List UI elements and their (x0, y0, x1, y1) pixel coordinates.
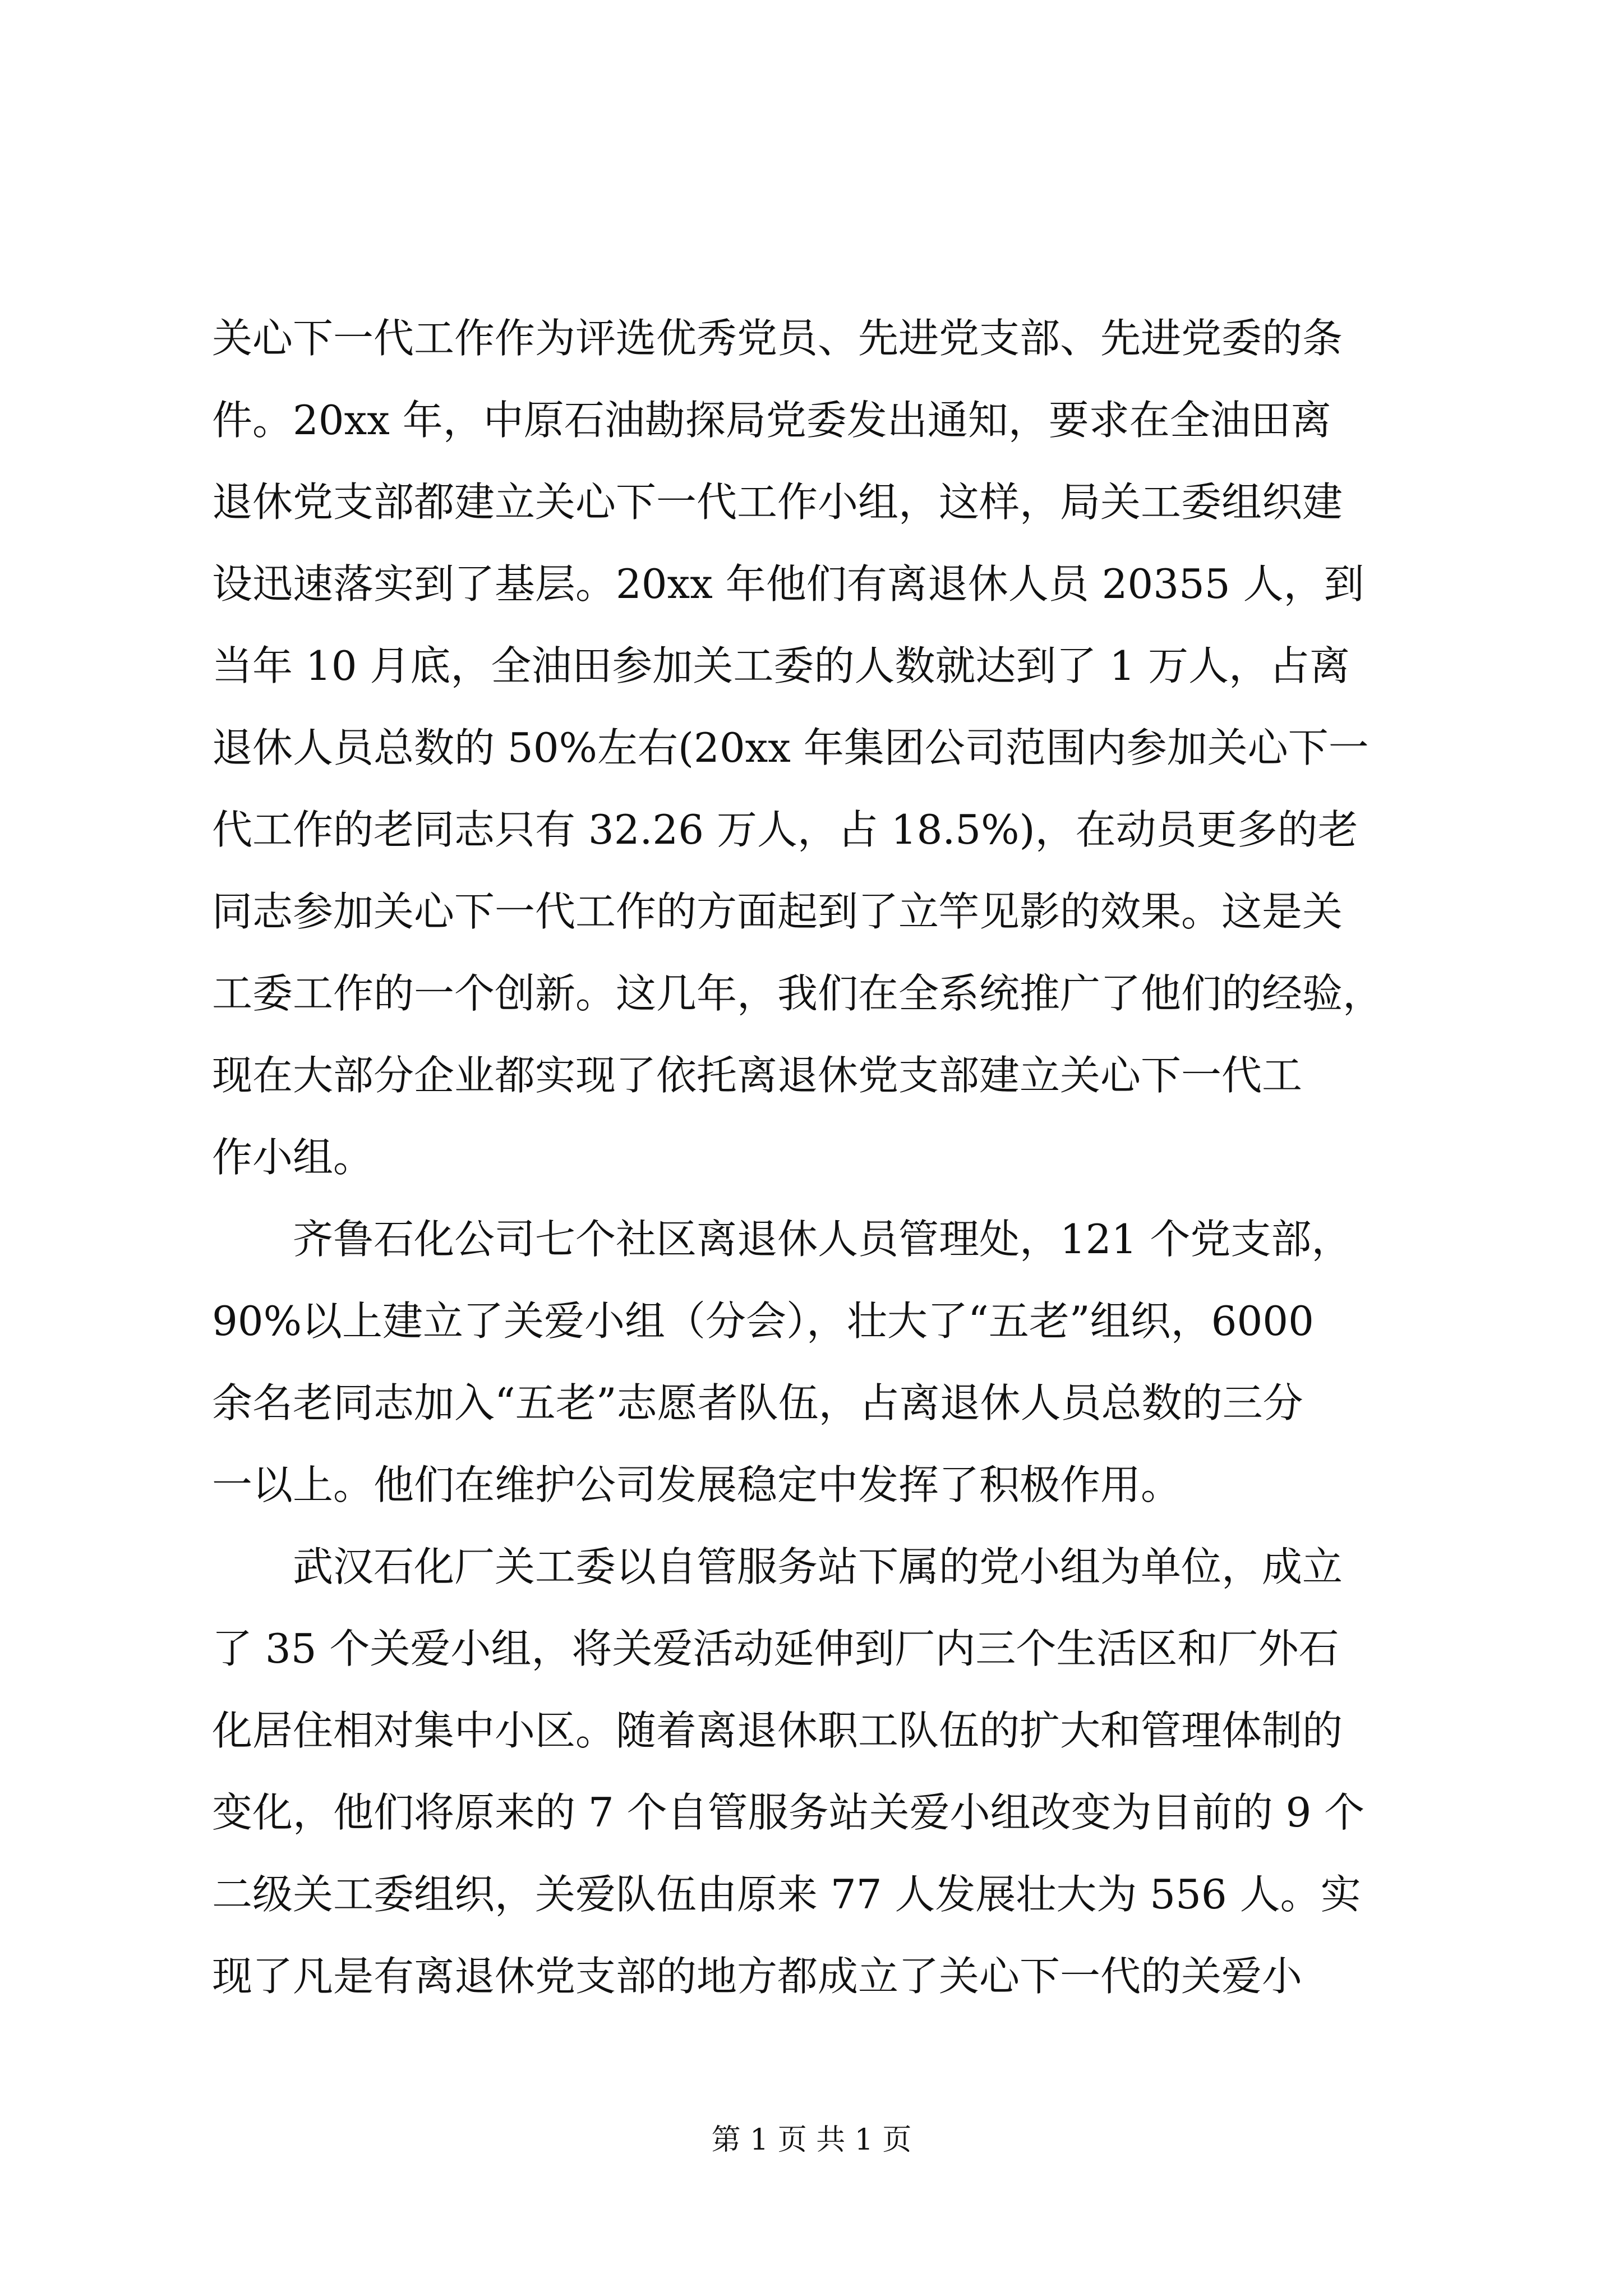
text-line: 退休党支部都建立关心下一代工作小组，这样，局关工委组织建 (212, 478, 1343, 526)
text-line: 一以上。他们在维护公司发展稳定中发挥了积极作用。 (212, 1461, 1182, 1508)
text-line: 作小组。 (212, 1134, 374, 1181)
text-line: 设迅速落实到了基层。20xx 年他们有离退休人员 20355 人，到 (212, 560, 1364, 608)
text-line: 武汉石化厂关工委以自管服务站下属的党小组为单位，成立 (212, 1543, 1343, 1590)
page-footer (0, 2120, 1623, 2160)
text-line: 退休人员总数的 50%左右(20xx 年集团公司范围内参加关心下一 (212, 724, 1369, 771)
document-body (212, 297, 1423, 2017)
text-line: 齐鲁石化公司七个社区离退休人员管理处，121 个党支部， (212, 1216, 1352, 1263)
text-line: 工委工作的一个创新。这几年，我们在全系统推广了他们的经验， (212, 970, 1384, 1017)
text-line: 现了凡是有离退休党支部的地方都成立了关心下一代的关爱小 (212, 1953, 1303, 2000)
text-line: 代工作的老同志只有 32.26 万人，占 18.5%)，在动员更多的老 (212, 806, 1358, 853)
text-line: 件。20xx 年，中原石油勘探局党委发出通知，要求在全油田离 (212, 397, 1331, 444)
text-line: 余名老同志加入“五老”志愿者队伍，占离退休人员总数的三分 (212, 1379, 1303, 1427)
text-line: 现在大部分企业都实现了依托离退休党支部建立关心下一代工 (212, 1052, 1303, 1099)
text-line: 90%以上建立了关爱小组（分会），壮大了“五老”组织，6000 (212, 1297, 1314, 1345)
page-number: 第 1 页 共 1 页 (711, 2123, 912, 2157)
text-line: 同志参加关心下一代工作的方面起到了立竿见影的效果。这是关 (212, 888, 1343, 935)
text-line: 了 35 个关爱小组，将关爱活动延伸到厂内三个生活区和厂外石 (212, 1625, 1339, 1672)
text-line: 变化，他们将原来的 7 个自管服务站关爱小组改变为目前的 9 个 (212, 1789, 1365, 1836)
text-line: 二级关工委组织，关爱队伍由原来 77 人发展壮大为 556 人。实 (212, 1871, 1361, 1918)
text-line: 关心下一代工作作为评选优秀党员、先进党支部、先进党委的条 (212, 315, 1343, 362)
text-line: 化居住相对集中小区。随着离退休职工队伍的扩大和管理体制的 (212, 1707, 1343, 1754)
text-line: 当年 10 月底，全油田参加关工委的人数就达到了 1 万人，占离 (212, 642, 1350, 689)
